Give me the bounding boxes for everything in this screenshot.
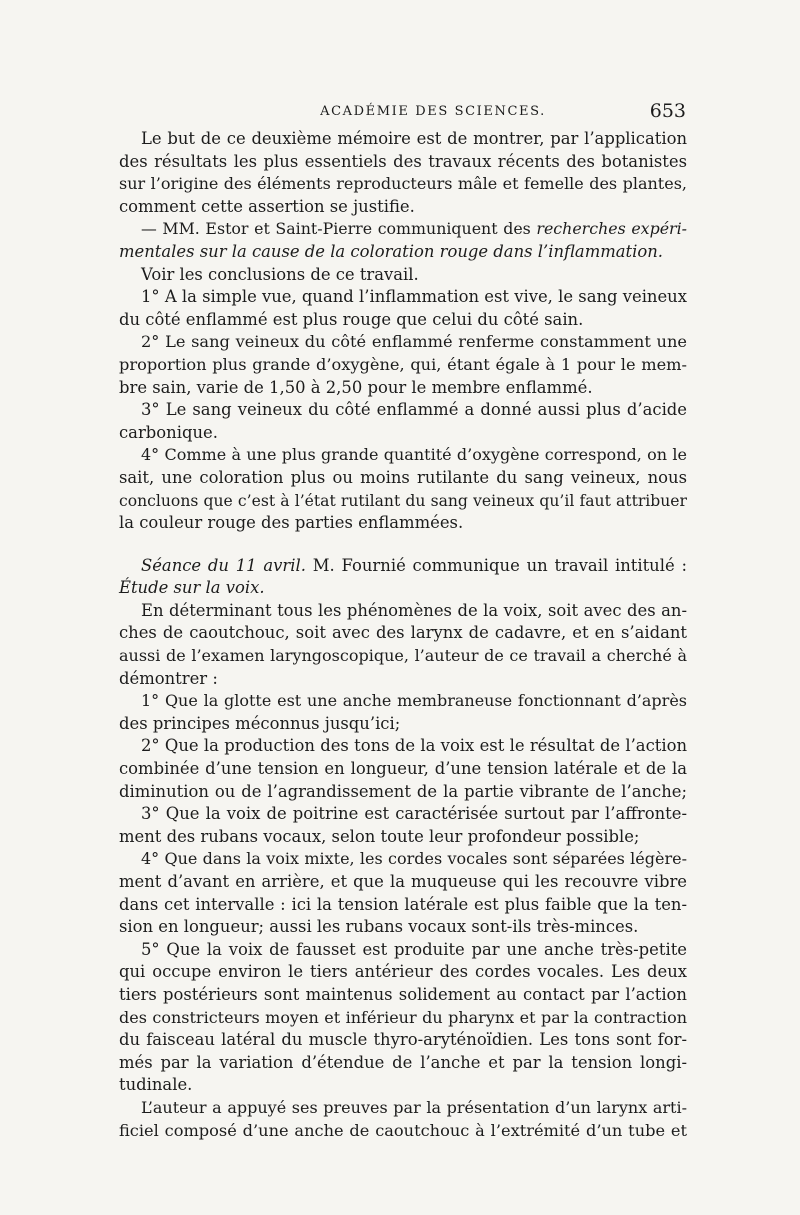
text-span: des résultats les plus essentiels des travaux récents des botanistes <box>119 151 687 171</box>
text-span: des principes méconnus jusqu’ici; <box>119 713 401 733</box>
text-span: démontrer : <box>119 668 218 688</box>
text-line <box>119 916 687 939</box>
text-span: L’auteur a appuyé ses preuves par la présentation d’un larynx arti- <box>141 1097 687 1117</box>
text-line <box>119 803 687 826</box>
text-span: — MM. Estor et Saint-Pierre communiquent des <box>141 219 537 239</box>
text-span: M. Fournié communique un travail intitulé : <box>305 555 687 575</box>
text-span: qui occupe environ le tiers antérieur des cordes vocales. Les deux <box>119 962 687 982</box>
text-line <box>119 354 687 377</box>
text-span: sur l’origine des éléments reproducteurs mâle et femelle des plantes, <box>119 174 687 194</box>
text-line <box>119 1029 687 1052</box>
text-span: combinée d’une tension en longueur, d’une tension latérale et de la <box>119 759 687 779</box>
text-line <box>119 309 687 332</box>
text-span: 5° Que la voix de fausset est produite par une anche très-petite <box>141 939 687 959</box>
text-line <box>119 577 687 600</box>
text-line <box>119 151 687 174</box>
text-line <box>119 645 687 668</box>
text-span: ment d’avant en arrière, et que la muqueuse qui les recouvre vibre <box>119 872 687 891</box>
text-line <box>119 713 687 736</box>
text-span: 4° Que dans la voix mixte, les cordes vocales sont séparées légère- <box>141 849 687 869</box>
italic-span: mentales sur la cause de la coloration rouge dans l’inflammation. <box>119 241 664 261</box>
text-line <box>119 399 687 422</box>
text-line <box>119 241 687 264</box>
text-line <box>119 894 687 917</box>
text-line <box>119 1052 687 1075</box>
text-span: des constricteurs moyen et inférieur du pharynx et par la contraction <box>119 1007 687 1027</box>
page-number: 653 <box>649 100 686 122</box>
text-line <box>119 690 687 713</box>
text-line <box>119 196 687 219</box>
text-span: ches de caoutchouc, soit avec des larynx de cadavre, et en s’aidant <box>119 623 687 643</box>
text-span: Voir les conclusions de ce travail. <box>141 264 419 284</box>
text-line <box>119 467 687 490</box>
text-line <box>119 444 687 467</box>
text-line <box>119 939 687 962</box>
text-line <box>119 1120 687 1143</box>
page-header <box>120 100 686 124</box>
text-line <box>119 286 687 309</box>
text-line <box>119 668 687 691</box>
text-span: la couleur rouge des parties enflammées. <box>119 513 464 533</box>
text-span: proportion plus grande d’oxygène, qui, étant égale à 1 pour le mem- <box>119 354 687 374</box>
text-line <box>119 555 687 578</box>
text-line <box>119 331 687 354</box>
running-title: ACADÉMIE DES SCIENCES. <box>320 104 546 119</box>
text-span: tudinale. <box>119 1075 193 1095</box>
text-line <box>119 173 687 196</box>
text-line <box>119 128 687 151</box>
italic-span: Séance du 11 avril. <box>141 555 306 575</box>
text-span: concluons que c’est à l’état rutilant du sang veineux qu’il faut attribuer <box>119 491 687 510</box>
text-line <box>119 871 687 894</box>
text-span: diminution ou de l’agrandissement de la partie vibrante de l’anche; <box>119 781 687 801</box>
text-span: Le but de ce deuxième mémoire est de montrer, par l’application <box>141 129 687 148</box>
text-span: carbonique. <box>119 422 218 442</box>
text-line <box>119 264 687 287</box>
text-span: bre sain, varie de 1,50 à 2,50 pour le membre enflammé. <box>119 377 593 397</box>
text-line <box>119 600 687 623</box>
text-span: 2° Que la production des tons de la voix est le résultat de l’action <box>141 736 687 756</box>
text-span: ment des rubans vocaux, selon toute leur profondeur possible; <box>119 826 640 846</box>
text-span: sion en longueur; aussi les rubans vocaux sont-ils très-minces. <box>119 917 639 937</box>
text-span: 3° Le sang veineux du côté enflammé a donné aussi plus d’acide <box>141 400 687 420</box>
text-span: 4° Comme à une plus grande quantité d’oxygène correspond, on le <box>141 445 687 465</box>
text-line <box>119 758 687 781</box>
text-span: 3° Que la voix de poitrine est caractérisée surtout par l’affronte- <box>141 804 687 824</box>
text-line <box>119 848 687 871</box>
text-line <box>119 781 687 804</box>
text-line <box>119 422 687 445</box>
text-span: tiers postérieurs sont maintenus solidement au contact par l’action <box>119 984 687 1004</box>
text-span: ficiel composé d’une anche de caoutchouc à l’extrémité d’un tube et <box>119 1120 687 1140</box>
text-line <box>119 622 687 645</box>
paragraph-gap <box>119 535 687 555</box>
text-line <box>119 512 687 535</box>
body-text <box>119 128 687 1142</box>
italic-span: recherches expéri- <box>536 219 687 239</box>
text-span: dans cet intervalle : ici la tension latérale est plus faible que la ten- <box>119 894 687 914</box>
italic-span: Étude sur la voix. <box>119 578 265 598</box>
text-span: du côté enflammé est plus rouge que celui du côté sain. <box>119 309 584 329</box>
text-line <box>119 826 687 849</box>
text-line <box>119 1007 687 1030</box>
text-span: sait, une coloration plus ou moins rutilante du sang veineux, nous <box>119 467 687 487</box>
text-line <box>119 218 687 241</box>
text-line <box>119 1074 687 1097</box>
text-span: aussi de l’examen laryngoscopique, l’auteur de ce travail a cherché à <box>119 646 687 666</box>
text-span: du faisceau latéral du muscle thyro-aryténoïdien. Les tons sont for- <box>119 1030 687 1050</box>
text-line <box>119 1097 687 1120</box>
text-span: En déterminant tous les phénomènes de la voix, soit avec des an- <box>141 600 687 620</box>
text-line <box>119 490 687 513</box>
text-span: comment cette assertion se justifie. <box>119 196 415 216</box>
text-line <box>119 735 687 758</box>
text-span: 1° Que la glotte est une anche membraneuse fonctionnant d’après <box>141 691 687 711</box>
text-span: 1° A la simple vue, quand l’inflammation est vive, le sang veineux <box>141 287 687 307</box>
text-line <box>119 984 687 1007</box>
text-span: més par la variation d’étendue de l’anche et par la tension longi- <box>119 1052 687 1072</box>
text-line <box>119 377 687 400</box>
text-line <box>119 961 687 984</box>
text-span: 2° Le sang veineux du côté enflammé renferme constamment une <box>141 332 687 352</box>
